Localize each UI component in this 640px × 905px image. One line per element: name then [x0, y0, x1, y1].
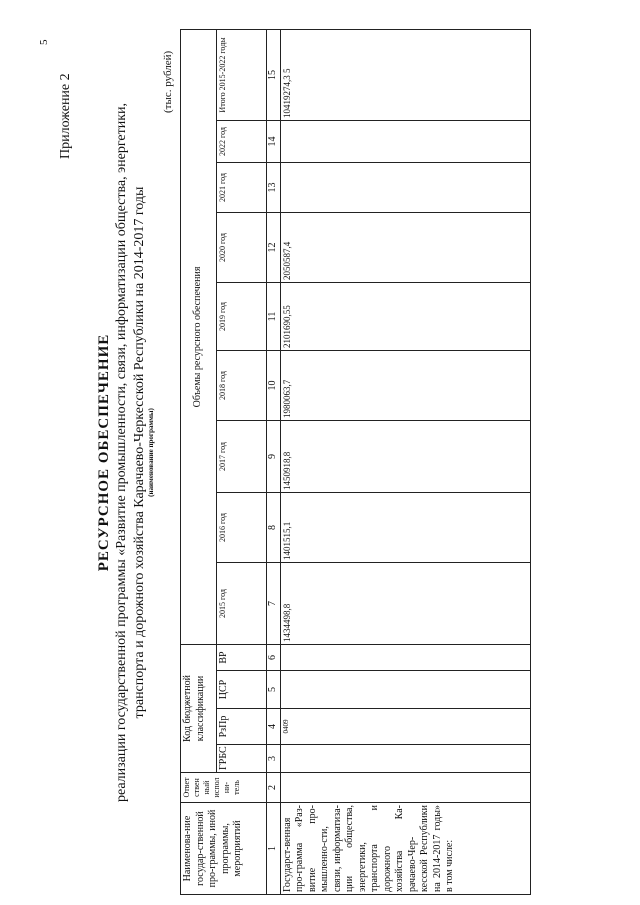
column-number: 1	[267, 803, 281, 895]
subtitle-note: (наименование программы)	[147, 408, 155, 497]
header-2021: 2021 год	[217, 162, 267, 212]
column-number: 15	[267, 29, 281, 120]
header-vr: ВР	[217, 644, 267, 670]
document-title: РЕСУРСНОЕ ОБЕСПЕЧЕНИЕ	[96, 333, 112, 572]
column-number: 11	[267, 282, 281, 350]
header-rzpr: РзПр	[217, 709, 267, 745]
grbs-cell	[280, 745, 530, 773]
column-number: 5	[267, 671, 281, 709]
column-number: 7	[267, 562, 281, 644]
column-number: 2	[267, 773, 281, 803]
column-number: 8	[267, 492, 281, 562]
header-total: Итого 2015-2022 годы	[217, 29, 267, 120]
header-budget-code: Код бюджетной классификации	[181, 644, 217, 772]
header-csr: ЦСР	[217, 671, 267, 709]
subtitle-line-1: реализации государственной программы «Развитие промышленности, связи, информатизации общества, энергетики,	[114, 102, 129, 803]
column-number: 3	[267, 745, 281, 773]
value-2018-cell: 1980063,7	[280, 350, 530, 420]
value-2022-cell	[280, 120, 530, 162]
rzpr-cell: 0409	[280, 709, 530, 745]
header-name: Наименова-ние государ-ственной про-граммы, иной программы, мероприятий	[181, 803, 267, 895]
resource-table	[180, 29, 531, 895]
header-row-1	[181, 29, 217, 894]
value-2015-cell: 1434498,8	[280, 562, 530, 644]
value-2021-cell	[280, 162, 530, 212]
program-name-cell: Государст-венная про-грамма «Раз-витие про-мышленно-сти, связи, информатиза-ции общества, энергетики, транспорта и дорожного хозяйства Ка-рачаево-Чер-кесской Республики на 2014-2017 годы» в том числе:	[280, 803, 530, 895]
column-number-row	[267, 29, 281, 894]
header-2015: 2015 год	[217, 562, 267, 644]
subtitle-line-2: транспорта и дорожного хозяйства Карачаево-Черкесской Республики на 2014-2017 годы	[132, 186, 147, 719]
column-number: 9	[267, 420, 281, 492]
header-2016: 2016 год	[217, 492, 267, 562]
column-number: 10	[267, 350, 281, 420]
header-2018: 2018 год	[217, 350, 267, 420]
vr-cell	[280, 644, 530, 670]
header-2020: 2020 год	[217, 212, 267, 282]
column-number: 12	[267, 212, 281, 282]
value-total-cell: 10419274,3 5	[280, 29, 530, 120]
responsible-cell	[280, 773, 530, 803]
header-2017: 2017 год	[217, 420, 267, 492]
value-2019-cell: 2101690,55	[280, 282, 530, 350]
header-volumes: Объемы ресурсного обеспечения	[181, 29, 217, 644]
program-row	[280, 29, 530, 894]
header-2019: 2019 год	[217, 282, 267, 350]
header-grbs: ГРБС	[217, 745, 267, 773]
csr-cell	[280, 671, 530, 709]
header-row-2	[217, 29, 267, 894]
unit-label: (тыс. рублей)	[162, 50, 174, 113]
value-2017-cell: 1450918,8	[280, 420, 530, 492]
appendix-label: Приложение 2	[58, 73, 73, 159]
page-number: 5	[38, 39, 50, 45]
value-2016-cell: 1401515,1	[280, 492, 530, 562]
column-number: 14	[267, 120, 281, 162]
header-responsible: Ответ ствен ный испол ни-тель	[181, 773, 267, 803]
column-number: 13	[267, 162, 281, 212]
column-number: 4	[267, 709, 281, 745]
column-number: 6	[267, 644, 281, 670]
header-2022: 2022 год	[217, 120, 267, 162]
value-2020-cell: 2050587,4	[280, 212, 530, 282]
